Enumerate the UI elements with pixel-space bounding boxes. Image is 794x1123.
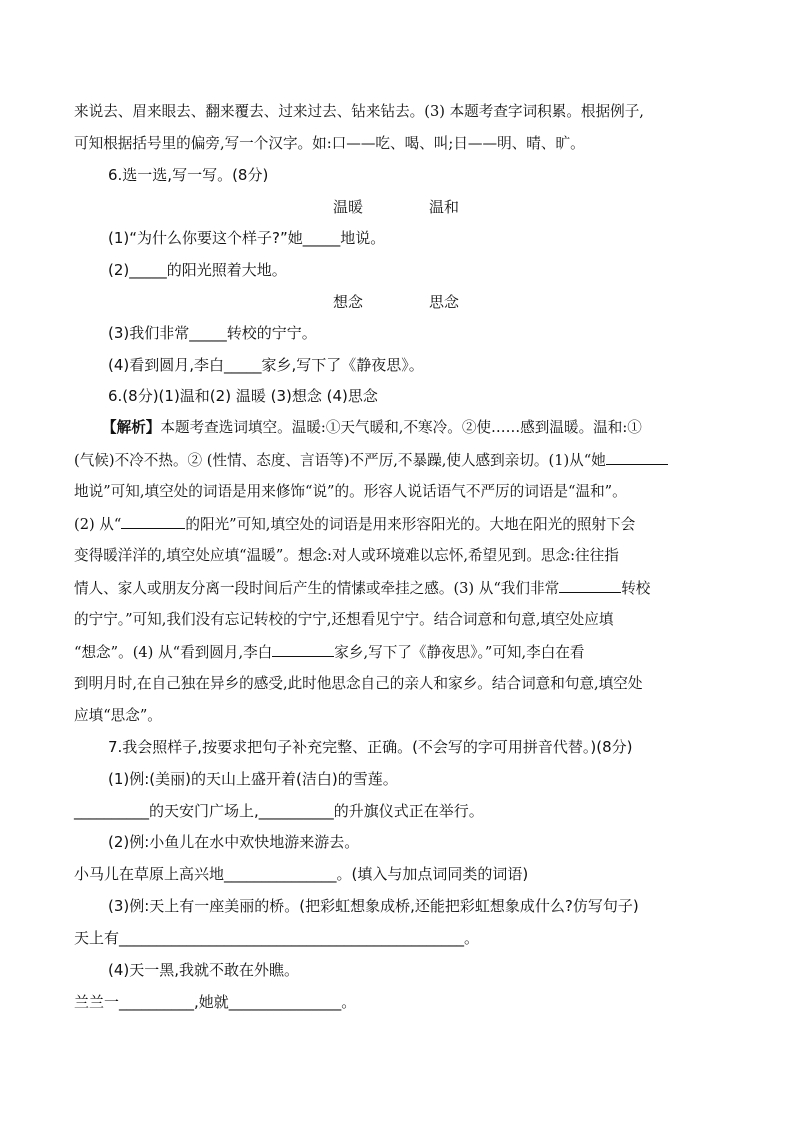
q6-analysis-line-2	[74, 450, 668, 471]
q6-analysis-line-8	[74, 642, 585, 663]
q6-item-2: (2)_____的阳光照着大地。	[108, 261, 287, 279]
q6-analysis-line-9: 到明月时,在自己独在异乡的感受,此时他思念自己的亲人和家乡。结合词意和句意,填空处	[74, 675, 643, 692]
q6-analysis-line-10: 应填“思念”。	[74, 707, 162, 724]
q6-analysis-line-7: 的宁宁。”可知,我们没有忘记转校的宁宁,还想看见宁宁。结合词意和句意,填空处应填	[74, 611, 614, 628]
q6-analysis-line-5: 变得暖洋洋的,填空处应填“温暖”。想念:对人或环境难以忘怀,希望见到。思念:往往指	[74, 547, 619, 564]
q6-item-4: (4)看到圆月,李白_____家乡,写下了《静夜思》。	[108, 356, 424, 374]
q7-example-4: (4)天一黑,我就不敢在外瞧。	[108, 961, 300, 979]
q6-analysis-line-1	[102, 418, 642, 438]
question-7-title: 7.我会照样子,按要求把句子补充完整、正确。(不会写的字可用拼音代替。)(8分)	[108, 738, 633, 756]
blank-line	[121, 514, 185, 529]
analysis-text: 转校	[621, 580, 651, 597]
analysis-text: (气候)不冷不热。② (性情、态度、言语等)不严厉,不暴躁,使人感到亲切。(1)从“她	[74, 452, 606, 469]
analysis-text: 情人、家人或朋友分离一段时间后产生的情愫或牵挂之感。(3) 从“我们非常	[74, 580, 560, 597]
q6-word-option: 想念	[333, 293, 364, 311]
q6-word-option: 温和	[429, 198, 460, 216]
analysis-tag: 【解析】	[102, 419, 161, 436]
q6-analysis-line-6	[74, 578, 650, 599]
prev-answer-line-2: 可知根据括号里的偏旁,写一个汉字。如:口——吃、喝、叫;日——明、晴、旷。	[74, 135, 585, 152]
analysis-text: (2) 从“	[74, 516, 122, 533]
q6-item-1: (1)“为什么你要这个样子?”她_____地说。	[108, 229, 386, 247]
q7-fill-line-2: 小马儿在草原上高兴地_______________。(填入与加点词同类的词语)	[74, 865, 529, 883]
q7-example-2: (2)例:小鱼儿在水中欢快地游来游去。	[108, 833, 360, 851]
analysis-text: 本题考查选词填空。温暖:①天气暖和,不寒冷。②使……感到温暖。温和:①	[160, 419, 642, 436]
blank-line	[272, 642, 334, 657]
q7-fill-line-4: 兰兰一__________,她就_______________。	[74, 993, 357, 1011]
q6-analysis-line-4	[74, 514, 635, 535]
question-6-title: 6.选一选,写一写。(8分)	[108, 166, 269, 184]
analysis-text: 的阳光”可知,填空处的词语是用来形容阳光的。大地在阳光的照射下会	[185, 516, 636, 533]
q6-word-option: 思念	[429, 293, 460, 311]
analysis-text: 家乡,写下了《静夜思》。”可知,李白在看	[334, 644, 585, 661]
prev-answer-line-1: 来说去、眉来眼去、翻来覆去、过来过去、钻来钻去。(3) 本题考查字词积累。根据例子,	[74, 103, 644, 120]
q6-word-option: 温暖	[333, 198, 364, 216]
q7-fill-line-3: 天上有______________________________________________。	[74, 929, 480, 947]
blank-line	[559, 578, 621, 593]
q7-fill-line-1: __________的天安门广场上,__________的升旗仪式正在举行。	[74, 802, 484, 820]
q7-example-1: (1)例:(美丽)的天山上盛开着(洁白)的雪莲。	[108, 770, 398, 788]
q6-answer: 6.(8分)(1)温和(2) 温暖 (3)想念 (4)思念	[108, 387, 378, 405]
q7-example-3: (3)例:天上有一座美丽的桥。(把彩虹想象成桥,还能把彩虹想象成什么?仿写句子)	[108, 897, 639, 915]
analysis-text: “想念”。(4) 从“看到圆月,李白	[74, 644, 273, 661]
blank-line	[606, 450, 668, 465]
q6-item-3: (3)我们非常_____转校的宁宁。	[108, 324, 317, 342]
q6-analysis-line-3: 地说”可知,填空处的词语是用来修饰“说”的。形容人说话语气不严厉的词语是“温和”。	[74, 483, 627, 500]
